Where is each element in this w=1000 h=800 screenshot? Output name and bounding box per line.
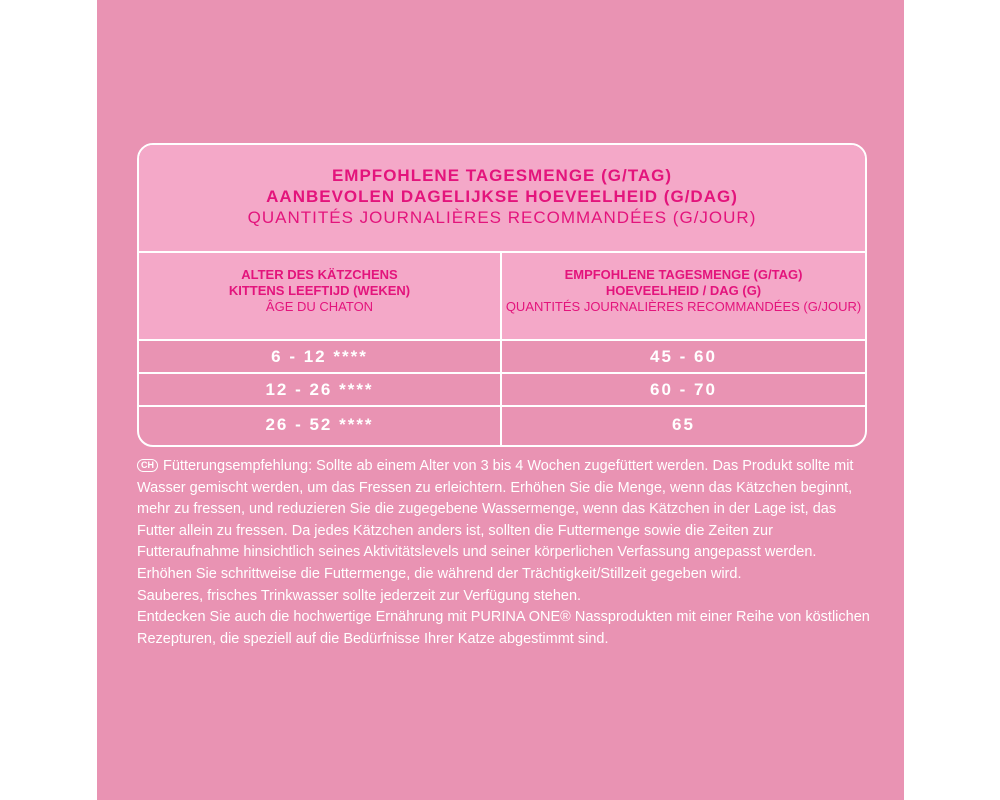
age-cell: 6 - 12 **** [139, 341, 502, 372]
note-paragraph-1 [137, 456, 872, 564]
note-paragraph-3: Sauberes, frisches Trinkwasser sollte jederzeit zur Verfügung stehen. [137, 587, 582, 604]
col-age-de: ALTER DES KÄTZCHENS [241, 267, 398, 282]
table-row [139, 339, 865, 372]
amount-cell: 65 [672, 415, 695, 434]
amount-cell: 60 - 70 [650, 380, 717, 399]
amount-cell: 45 - 60 [650, 347, 717, 366]
table-row [139, 372, 865, 405]
title-nl: AANBEVOLEN DAGELIJKSE HOEVEELHEID (G/DAG) [266, 187, 738, 206]
feeding-table [137, 143, 867, 447]
col-amount-fr: QUANTITÉS JOURNALIÈRES RECOMMANDÉES (G/JOUR) [505, 299, 862, 314]
note-paragraph-2: Erhöhen Sie schrittweise die Futtermenge, die während der Trächtigkeit/Stillzeit gegeben wird. [137, 565, 742, 582]
note-text-1: Fütterungsempfehlung: Sollte ab einem Alter von 3 bis 4 Wochen zugefüttert werden. Das Produkt sollte mit Wasser gemischt werden, um das Fressen zu erleichtern. Erhöhen Sie die Menge, wenn das Kätzchen beginnt, mehr zu fressen, und reduzieren Sie die zugegebene Wassermenge, wenn das Kätzchen in der Lage ist, das Futter allein zu fressen. Da jedes Kätzchen anders ist, sollten die Futtermenge sowie die Zeiten zur Futteraufnahme hinsichtlich seines Aktivitätslevels und seiner körperlichen Verfassung angepasst werden. [137, 458, 854, 561]
col-amount-nl: HOEVEELHEID / DAG (G) [605, 283, 762, 298]
country-badge: CH [137, 459, 158, 472]
col-amount-de: EMPFOHLENE TAGESMENGE (G/TAG) [564, 267, 803, 282]
col-age-nl: KITTENS LEEFTIJD (WEKEN) [228, 283, 411, 298]
title-fr: QUANTITÉS JOURNALIÈRES RECOMMANDÉES (G/JOUR) [247, 208, 757, 227]
age-cell: 26 - 52 **** [139, 407, 502, 447]
table-row [139, 405, 865, 447]
column-header-age [139, 253, 502, 339]
column-header-amount [502, 253, 865, 339]
feeding-notes [137, 456, 872, 650]
age-cell: 12 - 26 **** [139, 374, 502, 405]
note-paragraph-4: Entdecken Sie auch die hochwertige Ernährung mit PURINA ONE® Nassprodukten mit einer Reihe von köstlichen Rezepturen, die speziell auf die Bedürfnisse Ihrer Katze abgestimmt sind. [137, 609, 870, 647]
table-title [139, 145, 865, 253]
packaging-panel [97, 0, 904, 800]
col-age-fr: ÂGE DU CHATON [265, 299, 374, 314]
title-de: EMPFOHLENE TAGESMENGE (G/TAG) [331, 166, 673, 185]
